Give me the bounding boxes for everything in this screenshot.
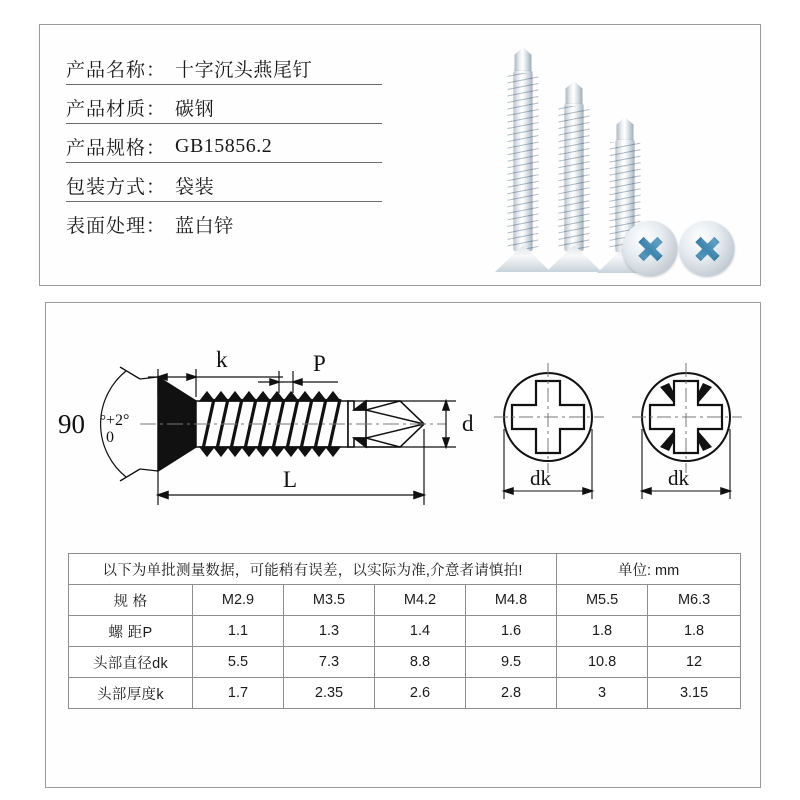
table-cell: 1.1 bbox=[193, 616, 284, 647]
row-label-head-thickness: 头部厚度k bbox=[69, 678, 193, 709]
dim-label-dk-2: dk bbox=[668, 466, 689, 490]
table-row-note bbox=[69, 554, 741, 585]
screw-head-view-1 bbox=[623, 221, 678, 276]
info-row-material bbox=[66, 88, 376, 127]
info-value: 碳钢 bbox=[175, 99, 215, 120]
phillips-recess-icon bbox=[631, 229, 669, 267]
table-cell: 5.5 bbox=[193, 647, 284, 678]
table-cell: 1.6 bbox=[466, 616, 557, 647]
table-cell: 2.6 bbox=[375, 678, 466, 709]
info-label: 产品名称： bbox=[66, 60, 167, 81]
screw-head-view-2 bbox=[680, 221, 735, 276]
table-cell: 8.8 bbox=[375, 647, 466, 678]
table-row bbox=[69, 616, 741, 647]
technical-panel bbox=[45, 302, 761, 788]
info-label: 产品规格： bbox=[66, 138, 167, 159]
table-row bbox=[69, 647, 741, 678]
info-value: 袋装 bbox=[175, 177, 215, 198]
table-cell: M4.8 bbox=[466, 585, 557, 616]
table-cell: 2.8 bbox=[466, 678, 557, 709]
table-cell: 1.3 bbox=[284, 616, 375, 647]
info-row-surface-treatment bbox=[66, 205, 376, 244]
info-label: 包装方式： bbox=[66, 177, 167, 198]
info-value: 十字沉头燕尾钉 bbox=[175, 60, 313, 81]
table-cell: M5.5 bbox=[557, 585, 648, 616]
dim-label-angle-tol-upper: +2° bbox=[106, 412, 130, 429]
spec-unit: 单位: mm bbox=[557, 554, 741, 585]
table-cell: 1.8 bbox=[648, 616, 741, 647]
info-row-packaging bbox=[66, 166, 376, 205]
spec-table-container bbox=[68, 553, 740, 709]
row-label-head-diameter: 头部直径dk bbox=[69, 647, 193, 678]
table-cell: M6.3 bbox=[648, 585, 741, 616]
table-cell: 1.4 bbox=[375, 616, 466, 647]
product-info-list bbox=[66, 49, 376, 244]
table-row bbox=[69, 585, 741, 616]
info-value: 蓝白锌 bbox=[175, 216, 234, 237]
spec-table bbox=[68, 553, 741, 709]
info-row-product-name bbox=[66, 49, 376, 88]
table-cell: 7.3 bbox=[284, 647, 375, 678]
dim-label-d: d bbox=[462, 411, 474, 436]
info-label: 表面处理： bbox=[66, 216, 167, 237]
dim-label-angle-degree: ° bbox=[100, 413, 106, 429]
dim-label-angle: 90 bbox=[58, 409, 85, 439]
table-cell: 12 bbox=[648, 647, 741, 678]
info-row-standard bbox=[66, 127, 376, 166]
product-info-panel bbox=[39, 24, 761, 286]
info-label: 产品材质： bbox=[66, 99, 167, 120]
table-cell: 2.35 bbox=[284, 678, 375, 709]
spec-note: 以下为单批测量数据，可能稍有误差，以实际为准,介意者请慎拍! bbox=[69, 554, 557, 585]
dim-label-P: P bbox=[313, 351, 326, 376]
row-label-pitch: 螺 距P bbox=[69, 616, 193, 647]
table-cell: 3 bbox=[557, 678, 648, 709]
row-label-size: 规 格 bbox=[69, 585, 193, 616]
info-value: GB15856.2 bbox=[175, 135, 273, 157]
technical-drawing bbox=[48, 309, 760, 539]
dim-label-k: k bbox=[216, 347, 228, 372]
table-cell: 1.8 bbox=[557, 616, 648, 647]
table-cell: M4.2 bbox=[375, 585, 466, 616]
table-cell: M2.9 bbox=[193, 585, 284, 616]
product-photo bbox=[470, 29, 760, 284]
table-cell: 9.5 bbox=[466, 647, 557, 678]
dim-label-L: L bbox=[283, 467, 298, 492]
table-cell: 3.15 bbox=[648, 678, 741, 709]
phillips-recess-icon bbox=[688, 229, 726, 267]
table-cell: 1.7 bbox=[193, 678, 284, 709]
dim-label-dk-1: dk bbox=[530, 466, 551, 490]
table-cell: M3.5 bbox=[284, 585, 375, 616]
table-row bbox=[69, 678, 741, 709]
table-cell: 10.8 bbox=[557, 647, 648, 678]
dim-label-angle-tol-lower: 0 bbox=[106, 429, 114, 446]
